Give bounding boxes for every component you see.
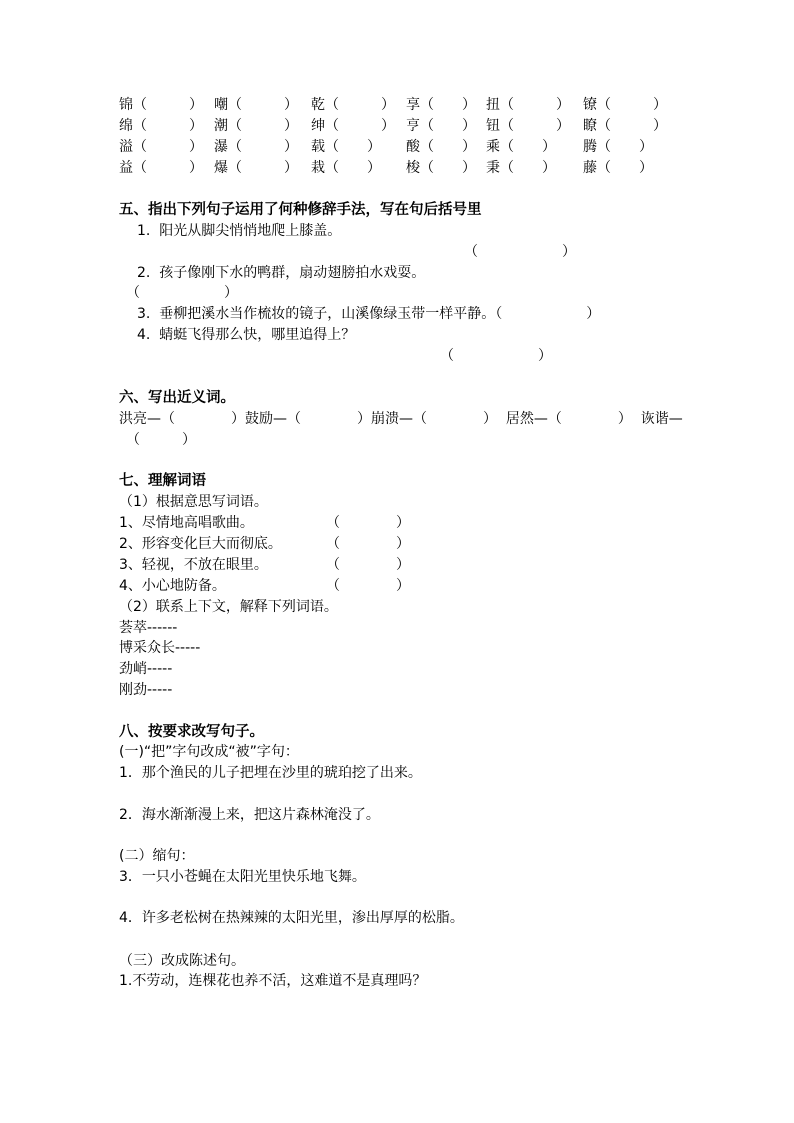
char-cell: 瞭（ ） (583, 118, 667, 134)
char-cell: 爆（ ） (214, 160, 298, 176)
synonym-line: 洪亮—（ ）鼓励—（ ）崩溃—（ ） 居然—（ ） 诙谐— (119, 411, 683, 427)
char-cell: 瀑（ ） (214, 139, 298, 155)
question-text: 3．一只小苍蝇在太阳光里快乐地飞舞。 (119, 869, 366, 885)
char-cell: 栽（ ） (311, 160, 381, 176)
answer-blank: （ ） (326, 578, 410, 594)
answer-blank: （ ） (326, 557, 410, 573)
section-title: 五、指出下列句子运用了何种修辞手法，写在句后括号里 (119, 202, 482, 218)
section-title: 八、按要求改写句子。 (119, 724, 264, 740)
char-cell: 溢（ ） (119, 139, 203, 155)
char-cell: 锦（ ） (119, 97, 203, 113)
char-cell: 乾（ ） (311, 97, 395, 113)
question-text: 1. 阳光从脚尖悄悄地爬上膝盖。 (137, 223, 342, 239)
question-text: 1、尽情地高唱歌曲。 (119, 515, 254, 531)
char-cell: 益（ ） (119, 160, 203, 176)
char-cell: 钮（ ） (486, 118, 570, 134)
word-item: 刚劲----- (119, 682, 173, 698)
char-cell: 亨（ ） (406, 118, 476, 134)
word-item: 劲峭----- (119, 661, 173, 677)
char-cell: 镣（ ） (583, 97, 667, 113)
question-text: 2. 孩子像刚下水的鸭群，扇动翅膀拍水戏耍。 (137, 265, 426, 281)
answer-blank: （ ） (440, 348, 552, 364)
answer-blank: （ ） (126, 285, 238, 301)
question-text: 1．那个渔民的儿子把埋在沙里的琥珀挖了出来。 (119, 765, 422, 781)
subsection-title: (一)“把”字句改成“被”字句： (119, 744, 299, 760)
char-cell: 嘲（ ） (214, 97, 298, 113)
char-cell: 载（ ） (311, 139, 381, 155)
word-item: 荟萃------ (119, 620, 178, 636)
answer-blank: （ ） (464, 244, 576, 260)
char-cell: 梭（ ） (406, 160, 476, 176)
char-cell: 秉（ ） (486, 160, 556, 176)
question-text: 3. 垂柳把溪水当作梳妆的镜子，山溪像绿玉带一样平静。（ ） (137, 306, 601, 322)
char-cell: 扭（ ） (486, 97, 570, 113)
question-text: 4. 蜻蜓飞得那么快，哪里追得上？ (137, 327, 356, 343)
subsection-title: （三）改成陈述句。 (119, 953, 245, 969)
question-text: 4．许多老松树在热辣辣的太阳光里，渗出厚厚的松脂。 (119, 910, 464, 926)
char-cell: 乘（ ） (486, 139, 556, 155)
answer-blank: （ ） (326, 536, 410, 552)
char-cell: 藤（ ） (583, 160, 653, 176)
question-text: 2．海水渐渐漫上来，把这片森林淹没了。 (119, 807, 380, 823)
section-title: 六、写出近义词。 (119, 390, 235, 406)
section-title: 七、理解词语 (119, 473, 206, 489)
question-text: 3、轻视，不放在眼里。 (119, 557, 268, 573)
answer-blank: （ ） (126, 432, 196, 448)
word-item: 博采众长----- (119, 640, 201, 656)
subsection-title: （1）根据意思写词语。 (119, 494, 268, 510)
char-cell: 享（ ） (406, 97, 476, 113)
question-text: 4、小心地防备。 (119, 578, 226, 594)
question-text: 2、形容变化巨大而彻底。 (119, 536, 282, 552)
subsection-title: （2）联系上下文，解释下列词语。 (119, 599, 338, 615)
question-text: 1.不劳动，连棵花也养不活，这难道不是真理吗？ (119, 973, 427, 989)
char-cell: 腾（ ） (583, 139, 653, 155)
char-cell: 潮（ ） (214, 118, 298, 134)
answer-blank: （ ） (326, 515, 410, 531)
subsection-title: (二）缩句： (119, 848, 195, 864)
char-cell: 绅（ ） (311, 118, 395, 134)
char-cell: 绵（ ） (119, 118, 203, 134)
char-cell: 酸（ ） (406, 139, 476, 155)
